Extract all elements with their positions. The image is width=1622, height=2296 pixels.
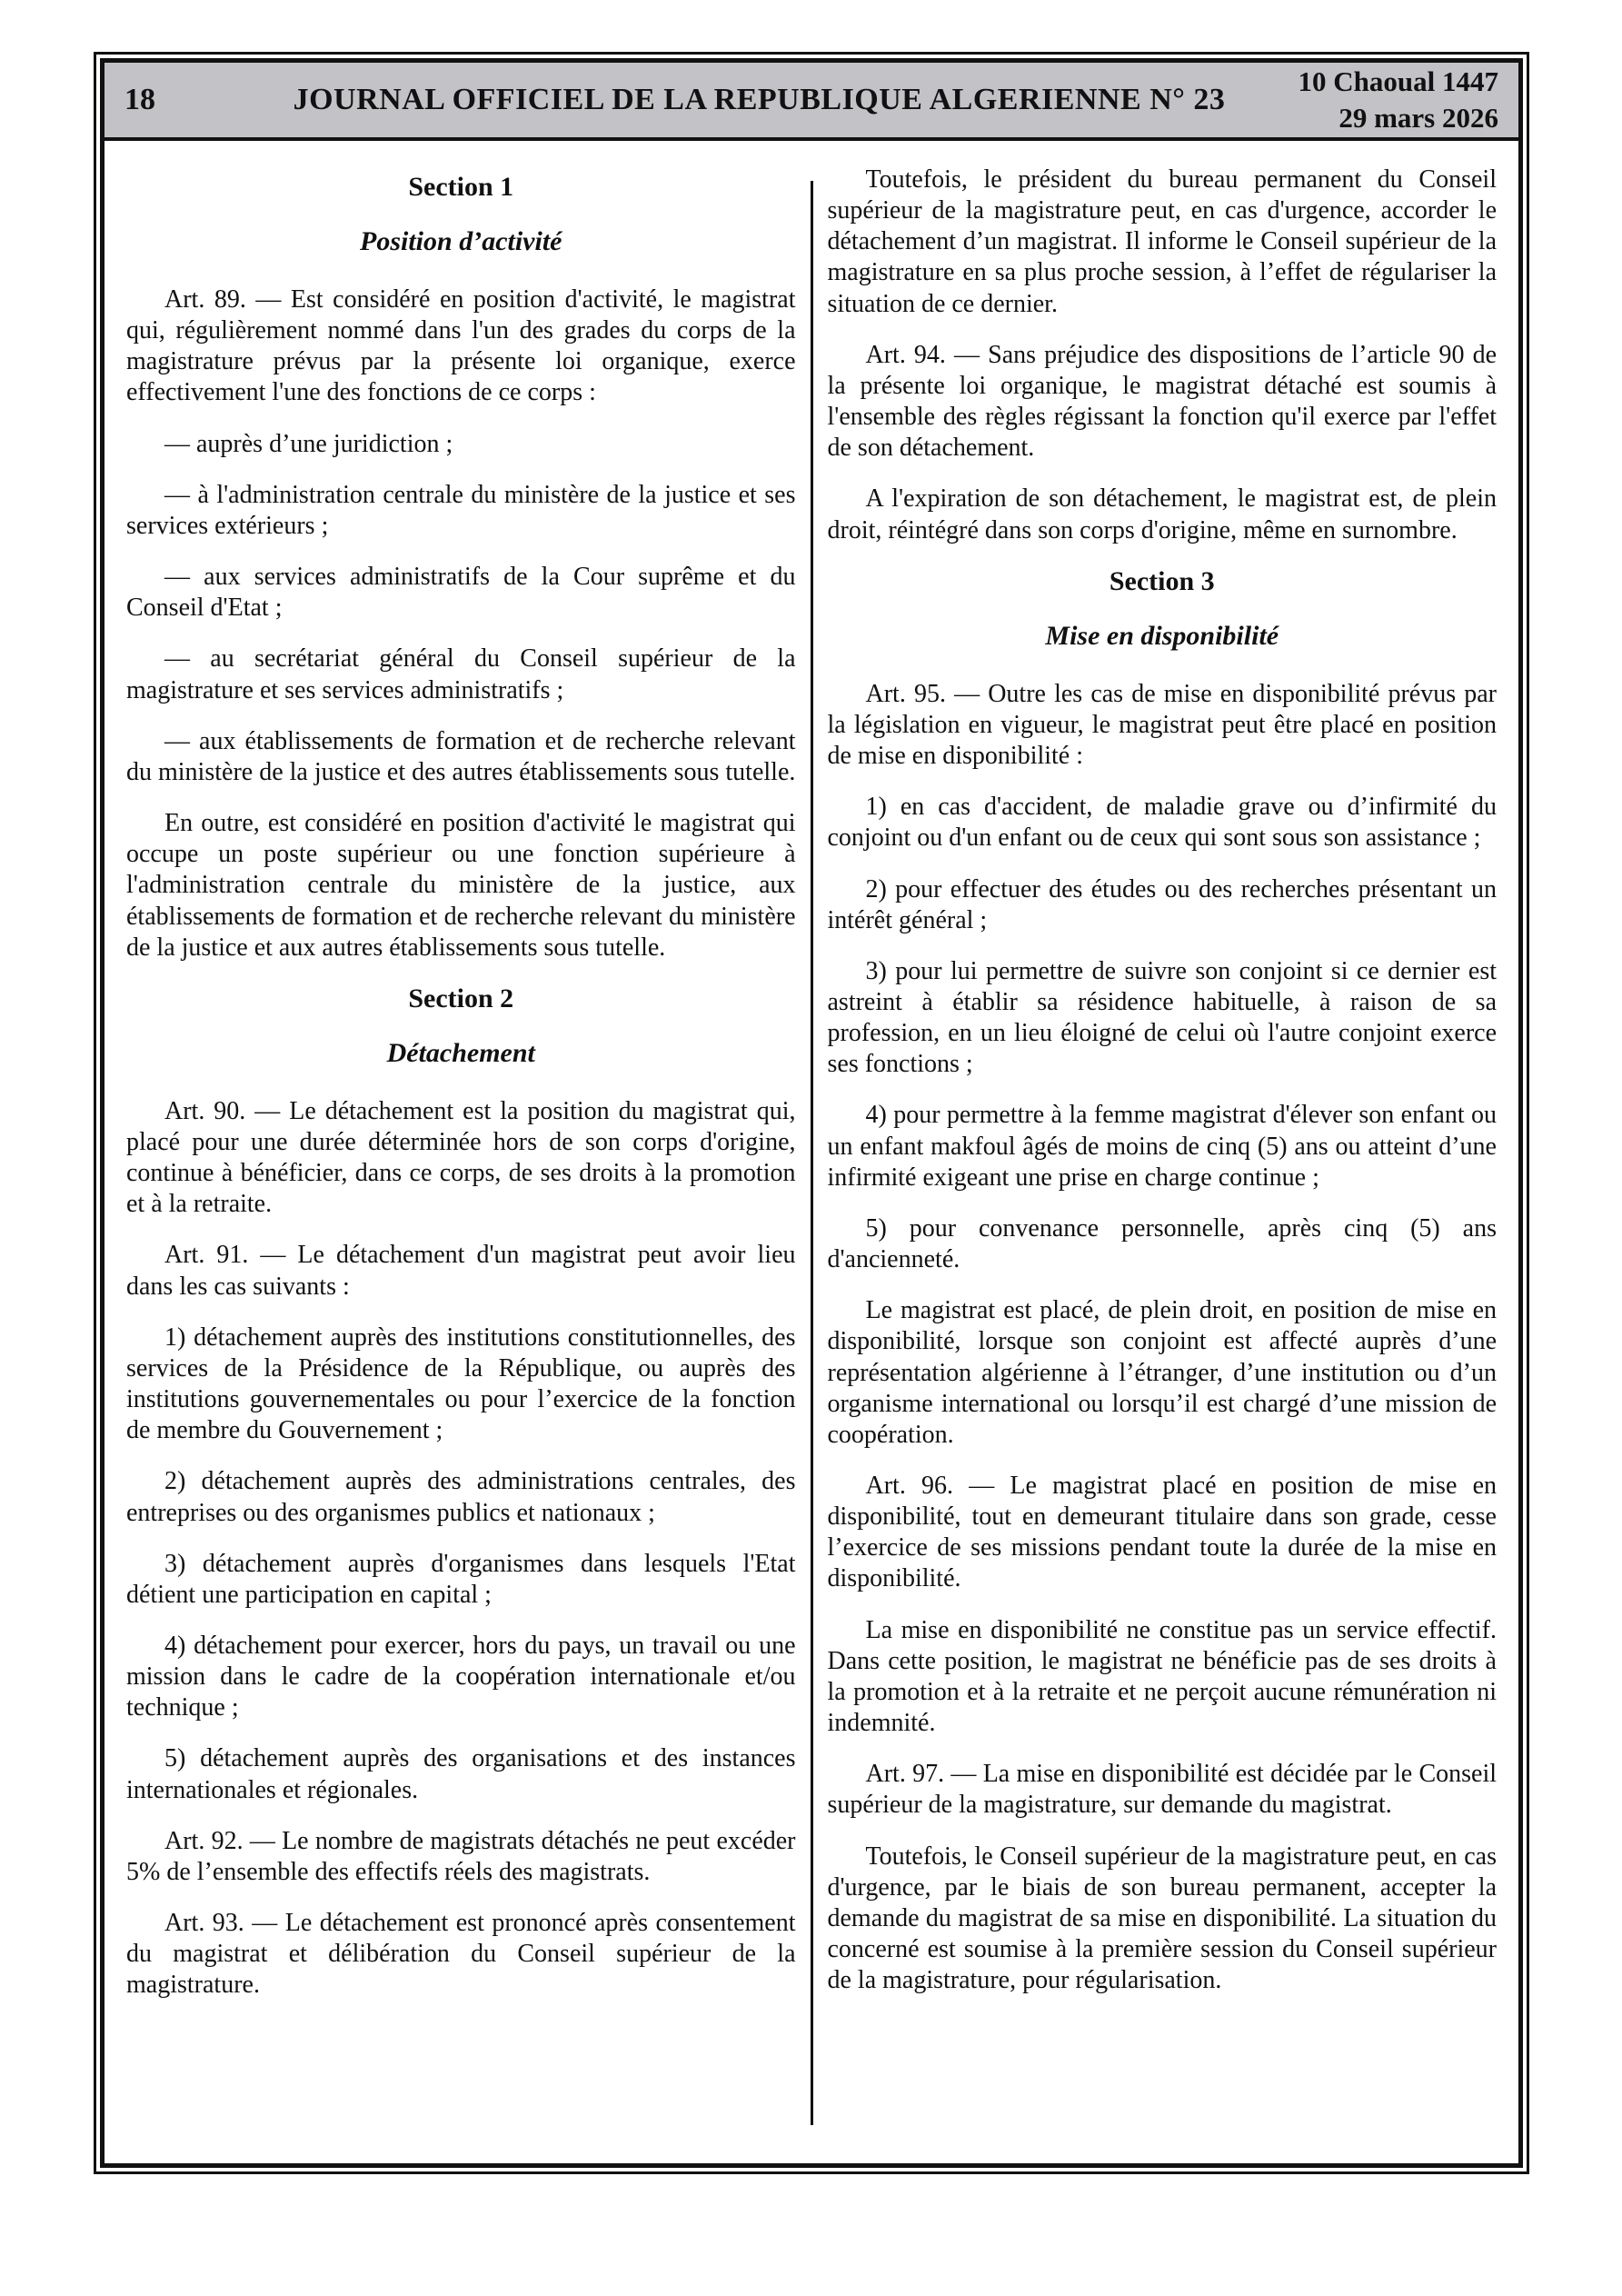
paragraph: Art. 91. — Le détachement d'un magistrat peut avoir lieu dans les cas suivants :	[126, 1241, 796, 1301]
two-column-body	[104, 141, 1518, 2163]
list-item: 5) pour convenance personnelle, après cinq (5) ans d'ancienneté.	[827, 1213, 1497, 1274]
journal-title: JOURNAL OFFICIEL DE LA REPUBLIQUE ALGERIENNE N° 23	[293, 83, 1226, 116]
paragraph: La mise en disponibilité ne constitue pas un service effectif. Dans cette position, le magistrat ne bénéficie pas de ses droits à la promotion et à la retraite et ne perçoit aucune rémunération ni indemnité.	[827, 1615, 1497, 1738]
list-item: 3) détachement auprès d'organismes dans lesquels l'Etat détient une participation en capital ;	[126, 1549, 796, 1609]
paragraph: Art. 93. — Le détachement est prononcé après consentement du magistrat et délibération du Conseil supérieur de la magistrature.	[126, 1909, 796, 2000]
paragraph: Le magistrat est placé, de plein droit, en position de mise en disponibilité, lorsque son conjoint est affecté auprès d’une représentation algérienne à l’étranger, d’une institution ou d’un organisme international ou lorsqu’il est chargé d’une mission de coopération.	[827, 1296, 1497, 1449]
list-item: 2) détachement auprès des administrations centrales, des entreprises ou des organismes publics et nationaux ;	[126, 1467, 796, 1527]
date-gregorian: 29 mars 2026	[1338, 102, 1498, 134]
paragraph: A l'expiration de son détachement, le magistrat est, de plein droit, réintégré dans son corps d'origine, même en surnombre.	[827, 484, 1497, 544]
paragraph: Toutefois, le président du bureau permanent du Conseil supérieur de la magistrature peut, en cas d'urgence, accorder le détachement d’un magistrat. Il informe le Conseil supérieur de la magistrature en sa plus proche session, à l’effet de régulariser la situation de ce dernier.	[827, 165, 1497, 318]
issue-dates	[1258, 64, 1498, 137]
section-subheading: Mise en disponibilité	[1045, 620, 1279, 651]
section-subheading: Détachement	[386, 1037, 535, 1068]
paragraph: Art. 94. — Sans préjudice des dispositions de l’article 90 de la présente loi organique, le magistrat détaché est soumis à l'ensemble des règles régissant la fonction qu'il exerce par l'effet de son détachement.	[827, 340, 1497, 463]
page-frame	[94, 52, 1529, 2174]
list-item: — au secrétariat général du Conseil supérieur de la magistrature et ses services administratifs ;	[126, 644, 796, 704]
left-column	[112, 165, 811, 2149]
page-frame-inner	[100, 58, 1523, 2168]
paragraph: Art. 96. — Le magistrat placé en position de mise en disponibilité, tout en demeurant titulaire dans son grade, cesse l’exercice de ses missions pendant toute la durée de la mise en disponibilité.	[827, 1472, 1497, 1593]
section-subheading: Position d’activité	[360, 226, 562, 256]
section-heading: Section 3	[1109, 565, 1215, 596]
list-item: — auprès d’une juridiction ;	[164, 429, 453, 458]
paragraph: Art. 97. — La mise en disponibilité est décidée par le Conseil supérieur de la magistrature, sur demande du magistrat.	[827, 1760, 1497, 1820]
page-number: 18	[124, 83, 155, 116]
paragraph: Art. 90. — Le détachement est la position du magistrat qui, placé pour une durée déterminée hors de son corps d'origine, continue à bénéficier, dans ce corps, de ses droits à la promotion et à la retraite.	[126, 1096, 796, 1219]
list-item: 5) détachement auprès des organisations et des instances internationales et régionales.	[126, 1744, 796, 1804]
list-item: 4) détachement pour exercer, hors du pays, un travail ou une mission dans le cadre de la coopération internationale et/ou technique ;	[126, 1632, 796, 1722]
date-hijri: 10 Chaoual 1447	[1298, 65, 1498, 97]
list-item: 1) en cas d'accident, de maladie grave ou d’infirmité du conjoint ou d'un enfant ou de ceux qui sont sous son assistance ;	[827, 793, 1497, 853]
paragraph: Art. 92. — Le nombre de magistrats détachés ne peut excéder 5% de l’ensemble des effectifs réels des magistrats.	[126, 1826, 796, 1886]
list-item: 1) détachement auprès des institutions constitutionnelles, des services de la Présidence de la République, ou auprès des institutions gouvernementales ou pour l’exercice de la fonction de membre du Gouvernement ;	[126, 1323, 796, 1445]
list-item: 3) pour lui permettre de suivre son conjoint si ce dernier est astreint à établir sa résidence habituelle, à raison de sa profession, en un lieu éloigné de celui où l'autre conjoint exerce ses fonctions ;	[827, 956, 1497, 1079]
paragraph: Toutefois, le Conseil supérieur de la magistrature peut, en cas d'urgence, par le biais de son bureau permanent, accepter la demande du magistrat de sa mise en disponibilité. La situation du concerné est soumise à la première session du Conseil supérieur de la magistrature, pour régularisation.	[827, 1842, 1497, 1995]
list-item: — aux services administratifs de la Cour suprême et du Conseil d'Etat ;	[126, 563, 796, 623]
list-item: 4) pour permettre à la femme magistrat d'élever son enfant ou un enfant makfoul âgés de moins de cinq (5) ans ou atteint d’une infirmité exigeant une prise en charge continue ;	[827, 1101, 1497, 1192]
section-heading: Section 1	[408, 172, 514, 202]
paragraph: En outre, est considéré en position d'activité le magistrat qui occupe un poste supérieur ou une fonction supérieure à l'administration centrale du ministère de la justice, aux établissements de formation et de recherche relevant du ministère de la justice et aux autres établissements sous tutelle.	[126, 809, 796, 962]
paragraph: Art. 89. — Est considéré en position d'activité, le magistrat qui, régulièrement nommé dans l'un des grades du corps de la magistrature prévus par la présente loi organique, exerce effectivement l'une des fonctions de ce corps :	[126, 285, 796, 407]
list-item: — aux établissements de formation et de recherche relevant du ministère de la justice et des autres établissements sous tutelle.	[126, 726, 796, 786]
paragraph: Art. 95. — Outre les cas de mise en disponibilité prévus par la législation en vigueur, le magistrat peut être placé en position de mise en disponibilité :	[827, 679, 1497, 771]
right-column	[813, 165, 1512, 2149]
page-header	[104, 63, 1518, 141]
list-item: 2) pour effectuer des études ou des recherches présentant un intérêt général ;	[827, 874, 1497, 934]
list-item: — à l'administration centrale du ministère de la justice et ses services extérieurs ;	[126, 480, 796, 540]
section-heading: Section 2	[408, 983, 514, 1013]
